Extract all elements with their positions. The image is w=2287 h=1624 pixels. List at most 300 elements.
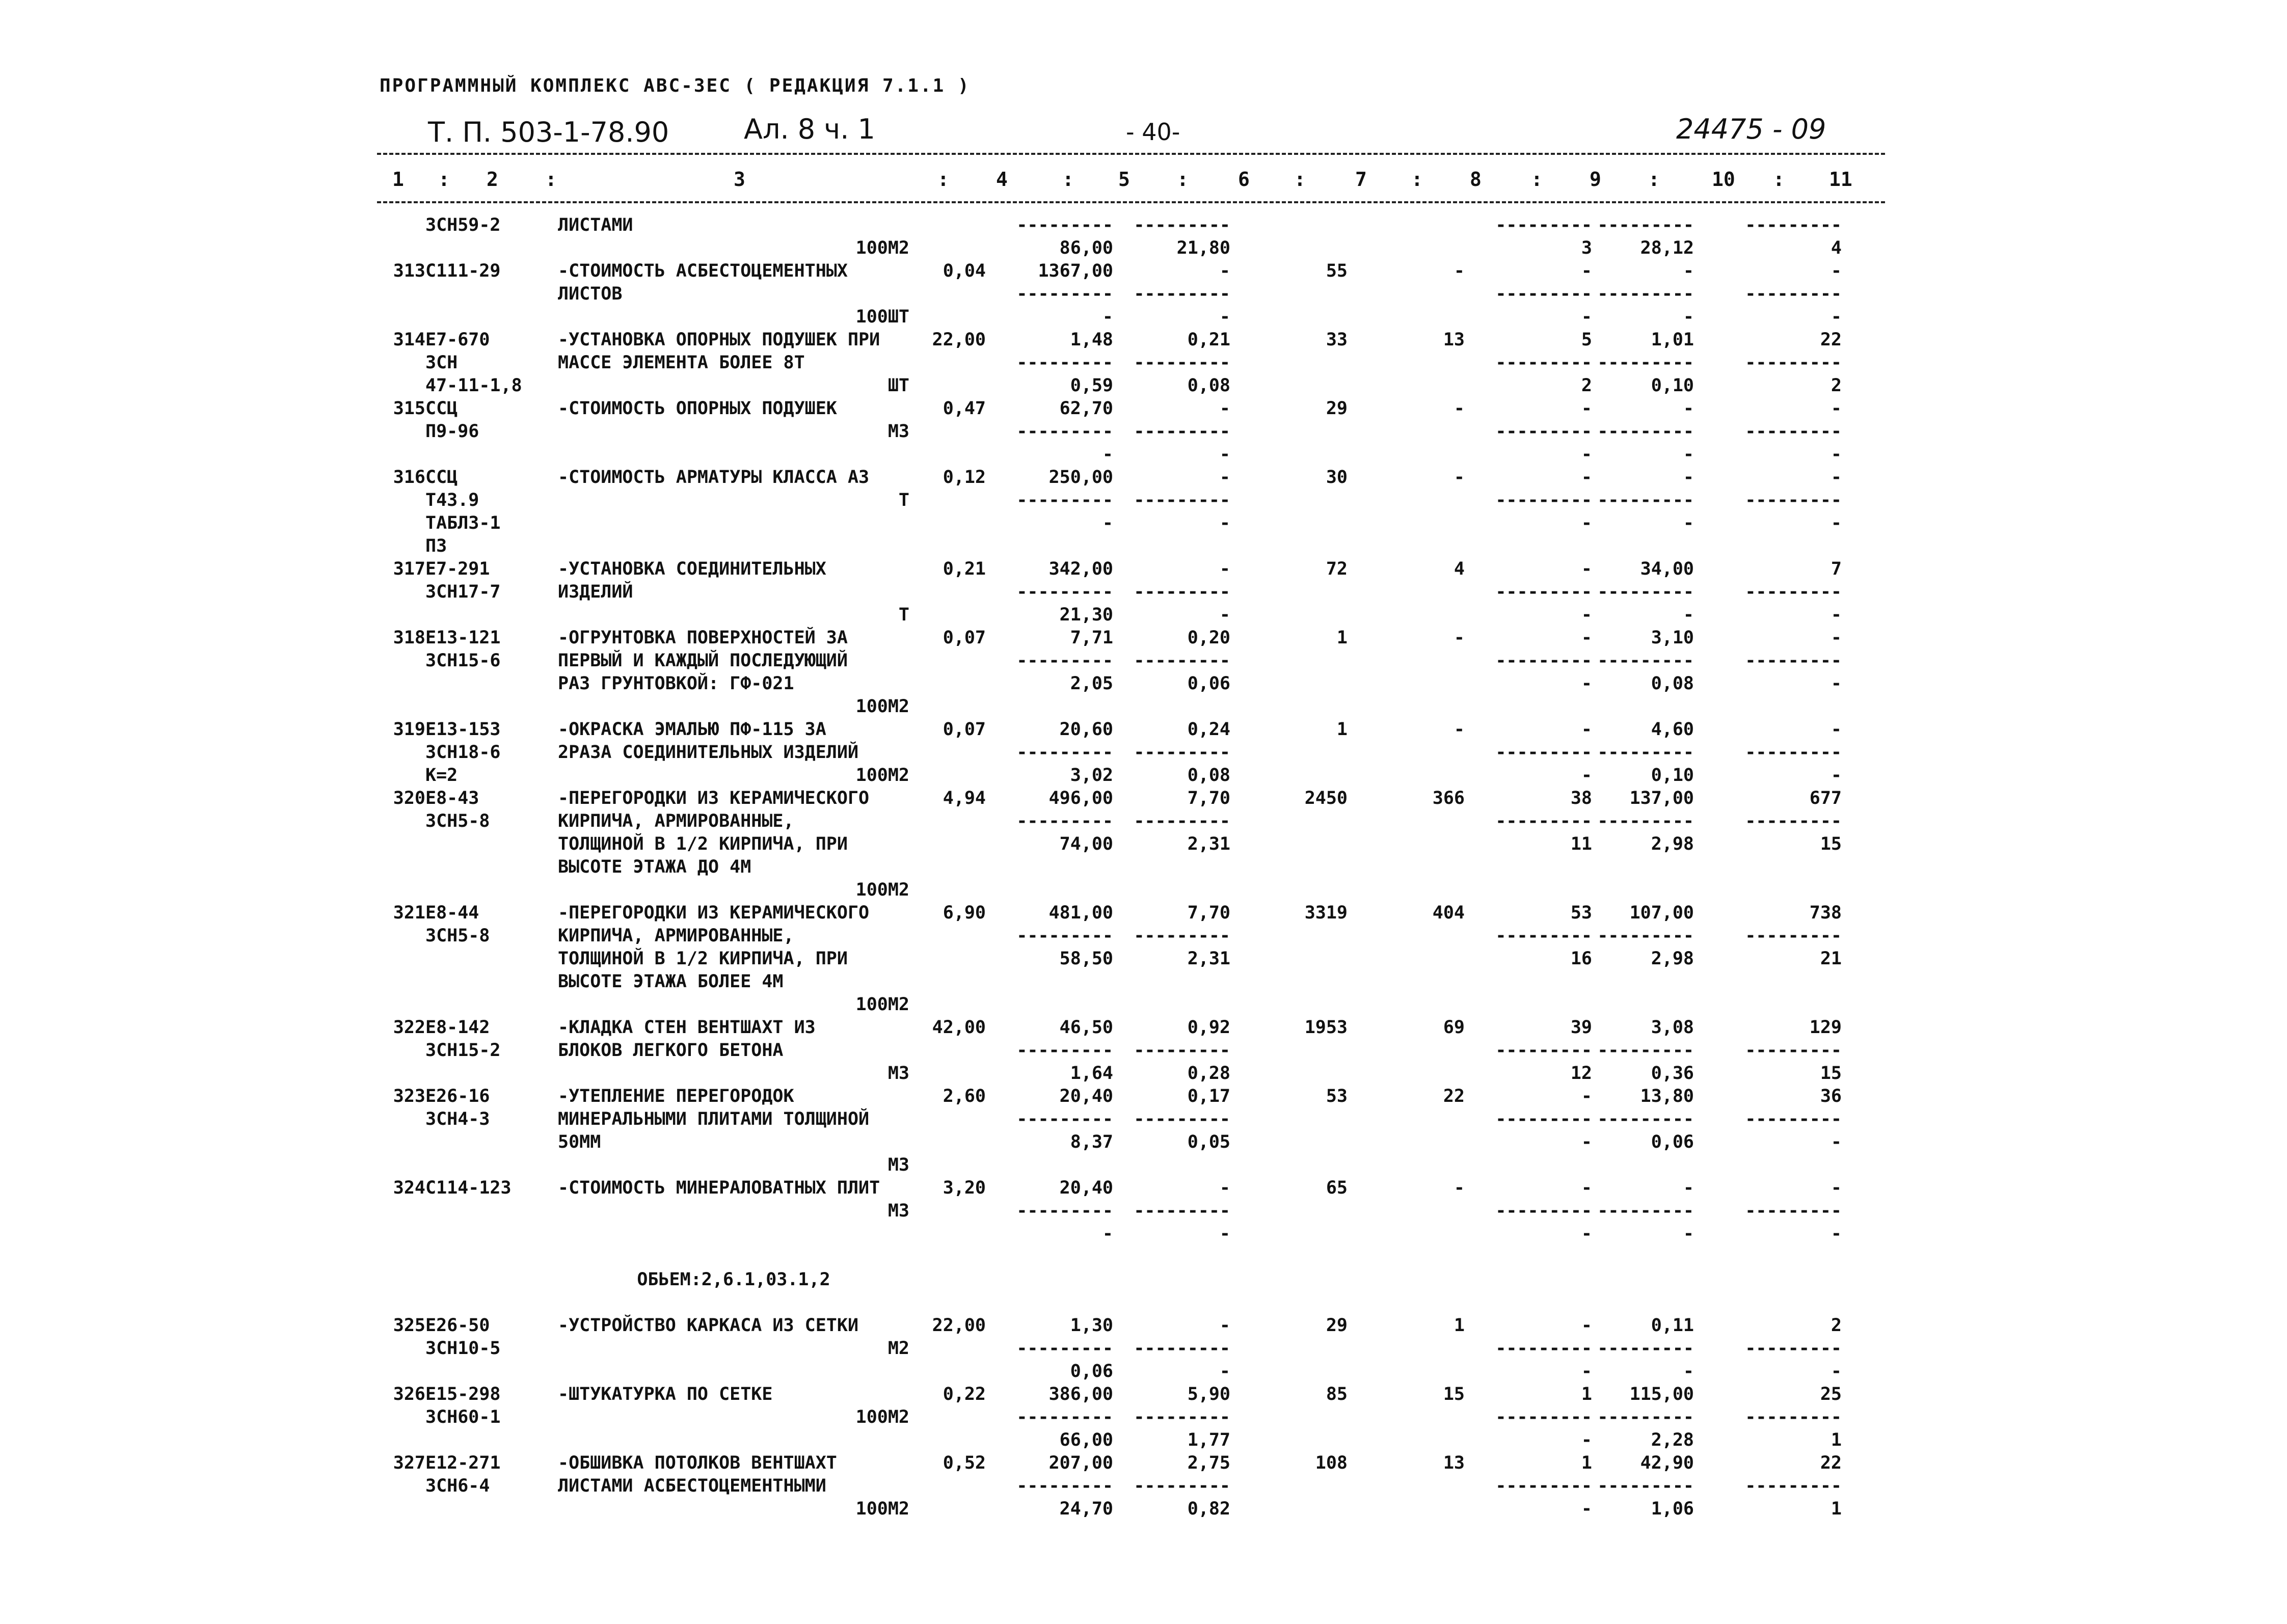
table-row	[380, 993, 1842, 1016]
column-header: 9	[1590, 168, 1601, 191]
table-cell: 1,30	[1070, 1315, 1113, 1336]
table-cell	[1230, 672, 1348, 695]
table-cell	[909, 374, 986, 397]
table-cell: -	[1683, 261, 1694, 281]
table-cell: -ОГРУНТОВКА ПОВЕРХНОСТЕЙ ЗА	[558, 628, 848, 648]
table-cell	[425, 1200, 558, 1223]
table-cell	[1465, 879, 1592, 902]
table-cell	[425, 856, 558, 879]
table-cell: -ПЕРЕГОРОДКИ ИЗ КЕРАМИЧЕСКОГО	[558, 903, 870, 923]
table-row	[380, 374, 1842, 397]
table-cell: -	[1683, 1224, 1694, 1244]
table-cell: -	[1219, 1361, 1230, 1382]
table-cell	[1230, 1062, 1348, 1085]
table-cell: ЗСН60-1	[425, 1407, 501, 1427]
table-cell	[380, 970, 425, 993]
table-cell: 22,00	[932, 1315, 986, 1336]
table-cell: ---------	[1745, 1407, 1842, 1427]
table-cell	[1230, 810, 1348, 833]
table-cell	[986, 1246, 1113, 1268]
table-cell	[909, 879, 986, 902]
table-cell	[558, 1291, 909, 1314]
table-cell	[986, 1268, 1113, 1291]
table-cell	[1230, 833, 1348, 856]
table-cell	[380, 1039, 425, 1062]
table-cell: -	[1581, 398, 1592, 419]
table-cell	[380, 764, 425, 787]
table-cell	[909, 1429, 986, 1452]
table-cell: 1367,00	[1038, 261, 1113, 281]
table-cell: 1	[1581, 1453, 1592, 1473]
table-cell: -	[1102, 444, 1113, 465]
table-cell: 4	[1831, 238, 1842, 258]
table-cell: 34,00	[1640, 559, 1694, 579]
table-cell: ---------	[1134, 353, 1230, 373]
table-cell	[1694, 856, 1842, 879]
table-row	[380, 1360, 1842, 1383]
table-cell	[1694, 1154, 1842, 1177]
table-row	[380, 351, 1842, 374]
table-cell: -	[1581, 1086, 1592, 1106]
table-cell	[380, 443, 425, 466]
table-cell: -	[1102, 513, 1113, 533]
table-cell	[1230, 1131, 1348, 1154]
table-cell: ---------	[1495, 490, 1592, 510]
table-cell: Е7-670	[425, 330, 490, 350]
column-header: 6	[1238, 168, 1250, 191]
table-cell: 0,28	[1187, 1063, 1230, 1084]
column-header: 5	[1118, 168, 1130, 191]
table-cell: 326	[393, 1384, 425, 1404]
table-cell: -	[1454, 467, 1465, 488]
table-cell: 2,60	[943, 1086, 986, 1106]
table-cell	[1348, 535, 1465, 558]
table-cell: 4	[1454, 559, 1465, 579]
table-cell: 738	[1809, 903, 1842, 923]
table-cell	[1230, 374, 1348, 397]
table-cell	[1230, 649, 1348, 672]
table-cell: 404	[1432, 903, 1465, 923]
table-cell: -УСТРОЙСТВО КАРКАСА ИЗ СЕТКИ	[558, 1315, 859, 1336]
table-cell: 0,20	[1187, 628, 1230, 648]
table-cell: -	[1219, 1224, 1230, 1244]
table-cell: 677	[1809, 788, 1842, 808]
table-cell: -	[1581, 467, 1592, 488]
table-cell: 0,06	[1651, 1132, 1694, 1152]
table-cell: 3,02	[1070, 765, 1113, 786]
table-cell: 1	[1831, 1499, 1842, 1519]
table-cell: ---------	[1134, 651, 1230, 671]
table-cell: 115,00	[1629, 1384, 1694, 1404]
table-row	[380, 718, 1842, 741]
table-cell: ---------	[1016, 1338, 1113, 1359]
table-row	[380, 1246, 1842, 1268]
table-cell	[909, 1498, 986, 1521]
table-cell: ШТ	[887, 375, 909, 396]
table-cell: -УСТАНОВКА ОПОРНЫХ ПОДУШЕК ПРИ	[558, 330, 880, 350]
table-cell: М3	[887, 1201, 909, 1221]
table-row	[380, 489, 1842, 512]
table-cell: 47-11-1,8	[425, 375, 522, 396]
table-cell: 13,80	[1640, 1086, 1694, 1106]
table-cell: 11	[1570, 834, 1592, 854]
table-cell: Е8-43	[425, 788, 479, 808]
table-cell	[909, 512, 986, 535]
table-cell	[380, 420, 425, 443]
table-cell: 2,75	[1187, 1453, 1230, 1473]
table-cell	[1348, 1154, 1465, 1177]
table-cell	[1230, 1154, 1348, 1177]
table-cell: Е26-16	[425, 1086, 490, 1106]
table-cell: -	[1683, 467, 1694, 488]
table-row	[380, 397, 1842, 420]
column-separator: :	[937, 168, 949, 191]
table-cell: -КЛАДКА СТЕН ВЕНТШАХТ ИЗ	[558, 1017, 816, 1038]
table-cell	[380, 237, 425, 260]
table-cell: 100М2	[855, 238, 909, 258]
table-cell	[909, 856, 986, 879]
table-cell: ---------	[1495, 582, 1592, 602]
table-cell: ---------	[1134, 1109, 1230, 1129]
table-cell: 85	[1326, 1384, 1348, 1404]
table-row	[380, 420, 1842, 443]
table-cell	[1230, 351, 1348, 374]
table-cell: -	[1581, 1430, 1592, 1450]
table-cell	[425, 672, 558, 695]
table-cell	[1230, 1475, 1348, 1498]
table-cell	[1348, 672, 1465, 695]
table-cell: 13	[1443, 330, 1465, 350]
table-cell: 42,00	[932, 1017, 986, 1038]
table-cell	[1694, 970, 1842, 993]
table-cell: ---------	[1134, 1476, 1230, 1496]
table-cell	[425, 1429, 558, 1452]
table-cell	[1348, 1200, 1465, 1223]
table-cell: 25	[1820, 1384, 1842, 1404]
table-cell	[1348, 581, 1465, 604]
table-cell: -	[1219, 1178, 1230, 1198]
table-cell	[909, 1200, 986, 1223]
table-cell	[909, 1154, 986, 1177]
table-cell	[1230, 1498, 1348, 1521]
table-cell: -ПЕРЕГОРОДКИ ИЗ КЕРАМИЧЕСКОГО	[558, 788, 870, 808]
table-cell: 0,24	[1187, 719, 1230, 740]
table-cell	[1348, 1291, 1465, 1314]
table-cell: 38	[1570, 788, 1592, 808]
table-cell: 29	[1326, 1315, 1348, 1336]
table-cell: 5	[1581, 330, 1592, 350]
table-cell	[1230, 420, 1348, 443]
table-row	[380, 948, 1842, 970]
table-cell	[909, 581, 986, 604]
table-cell	[1230, 948, 1348, 970]
table-cell: 100М2	[855, 880, 909, 900]
table-cell	[1465, 993, 1592, 1016]
table-cell: ---------	[1495, 284, 1592, 304]
table-cell	[380, 489, 425, 512]
table-cell: 386,00	[1048, 1384, 1113, 1404]
table-cell: 129	[1809, 1017, 1842, 1038]
table-row	[380, 1383, 1842, 1406]
table-cell	[558, 1360, 909, 1383]
table-cell	[425, 1498, 558, 1521]
table-cell: ---------	[1597, 742, 1694, 763]
table-cell: С114-123	[425, 1178, 512, 1198]
table-cell: -ОБШИВКА ПОТОЛКОВ ВЕНТШАХТ	[558, 1453, 837, 1473]
table-cell	[425, 833, 558, 856]
table-cell	[1230, 1200, 1348, 1223]
table-cell: ---------	[1016, 1476, 1113, 1496]
table-cell: ---------	[1597, 421, 1694, 442]
table-cell	[1230, 970, 1348, 993]
table-cell: Е13-153	[425, 719, 501, 740]
table-cell	[380, 672, 425, 695]
table-cell	[380, 1108, 425, 1131]
table-cell: -	[1831, 628, 1842, 648]
table-cell: 481,00	[1048, 903, 1113, 923]
table-cell: 58,50	[1059, 949, 1113, 969]
table-cell	[909, 810, 986, 833]
table-cell: 2,28	[1651, 1430, 1694, 1450]
table-cell: 0,92	[1187, 1017, 1230, 1038]
table-cell: -СТОИМОСТЬ ОПОРНЫХ ПОДУШЕК	[558, 398, 837, 419]
table-cell	[909, 764, 986, 787]
table-row	[380, 833, 1842, 856]
table-cell	[558, 512, 909, 535]
table-cell	[380, 1291, 425, 1314]
table-cell: 0,10	[1651, 765, 1694, 786]
table-cell: -	[1683, 513, 1694, 533]
table-cell: -	[1581, 1315, 1592, 1336]
table-cell	[380, 512, 425, 535]
table-cell: КИРПИЧА, АРМИРОВАННЫЕ,	[558, 811, 794, 831]
table-cell: 15	[1820, 1063, 1842, 1084]
table-cell: ---------	[1495, 1407, 1592, 1427]
table-cell: 28,12	[1640, 238, 1694, 258]
table-row	[380, 695, 1842, 718]
table-cell: ---------	[1134, 490, 1230, 510]
table-cell: ЗСН5-8	[425, 811, 490, 831]
table-cell: -	[1219, 559, 1230, 579]
table-cell: ТОЛЩИНОЙ В 1/2 КИРПИЧА, ПРИ	[558, 834, 848, 854]
table-cell: -	[1831, 719, 1842, 740]
table-cell: ЛИСТАМИ	[558, 215, 633, 235]
table-cell	[1348, 374, 1465, 397]
table-cell	[909, 1246, 986, 1268]
table-cell	[909, 1223, 986, 1246]
table-cell: -	[1831, 765, 1842, 786]
table-cell: К=2	[425, 765, 458, 786]
table-cell: ЗСН18-6	[425, 742, 501, 763]
table-cell	[1348, 604, 1465, 627]
table-cell: 108	[1315, 1453, 1348, 1473]
table-cell: -ОКРАСКА ЭМАЛЬЮ ПФ-115 ЗА	[558, 719, 826, 740]
document-number: 24475 - 09	[1676, 113, 1826, 145]
table-cell: 313	[393, 261, 425, 281]
table-cell: -	[1581, 765, 1592, 786]
table-cell	[380, 604, 425, 627]
table-cell	[1348, 1039, 1465, 1062]
table-cell: 319	[393, 719, 425, 740]
table-cell: -	[1454, 398, 1465, 419]
table-cell: 20,40	[1059, 1086, 1113, 1106]
table-cell: ---------	[1745, 490, 1842, 510]
table-cell: -	[1102, 1224, 1113, 1244]
table-cell: ---------	[1016, 421, 1113, 442]
table-row	[380, 1062, 1842, 1085]
table-cell	[1113, 1268, 1230, 1291]
table-cell	[909, 1062, 986, 1085]
table-cell	[1348, 925, 1465, 948]
table-cell: 3	[1581, 238, 1592, 258]
table-cell	[380, 1062, 425, 1085]
table-cell: 53	[1326, 1086, 1348, 1106]
table-cell	[1348, 512, 1465, 535]
table-cell: -	[1581, 307, 1592, 327]
table-cell	[380, 695, 425, 718]
table-cell: 22	[1443, 1086, 1465, 1106]
table-cell: -	[1219, 467, 1230, 488]
table-cell	[1348, 1062, 1465, 1085]
table-cell: ---------	[1495, 1040, 1592, 1061]
table-cell: ИЗДЕЛИЙ	[558, 582, 633, 602]
table-cell	[1694, 535, 1842, 558]
table-cell	[1348, 443, 1465, 466]
table-cell	[986, 695, 1113, 718]
table-cell: ---------	[1597, 651, 1694, 671]
table-cell: ---------	[1745, 1109, 1842, 1129]
table-cell	[425, 1062, 558, 1085]
table-cell: ---------	[1597, 215, 1694, 235]
table-row	[380, 306, 1842, 329]
table-cell: 8,37	[1070, 1132, 1113, 1152]
table-row	[380, 1200, 1842, 1223]
table-cell: 62,70	[1059, 398, 1113, 419]
table-cell	[909, 993, 986, 1016]
table-cell	[380, 1429, 425, 1452]
table-cell	[1230, 283, 1348, 306]
table-cell: ЛИСТАМИ АСБЕСТОЦЕМЕНТНЫМИ	[558, 1476, 826, 1496]
table-cell: ---------	[1745, 1201, 1842, 1221]
table-cell: ---------	[1016, 651, 1113, 671]
table-cell: 16	[1570, 949, 1592, 969]
table-cell: ---------	[1016, 1109, 1113, 1129]
table-cell: 342,00	[1048, 559, 1113, 579]
table-cell: -	[1831, 261, 1842, 281]
table-cell	[1694, 695, 1842, 718]
table-cell: 0,05	[1187, 1132, 1230, 1152]
table-cell	[425, 237, 558, 260]
table-cell: БЛОКОВ ЛЕГКОГО БЕТОНА	[558, 1040, 784, 1061]
table-cell: 65	[1326, 1178, 1348, 1198]
table-cell: -	[1581, 559, 1592, 579]
table-row	[380, 856, 1842, 879]
table-cell: ---------	[1134, 811, 1230, 831]
table-cell: 1,77	[1187, 1430, 1230, 1450]
table-cell: 100М2	[855, 696, 909, 717]
table-cell: 0,06	[1187, 673, 1230, 694]
estimate-table-body	[380, 214, 1842, 1521]
table-cell	[380, 1406, 425, 1429]
table-cell	[425, 1360, 558, 1383]
table-cell	[1230, 1268, 1348, 1291]
table-cell: ---------	[1016, 284, 1113, 304]
table-cell: М3	[887, 1063, 909, 1084]
table-row	[380, 1131, 1842, 1154]
table-cell	[1113, 970, 1230, 993]
table-row	[380, 329, 1842, 351]
table-cell	[1230, 1039, 1348, 1062]
table-cell: ---------	[1597, 1109, 1694, 1129]
table-cell	[425, 1154, 558, 1177]
table-cell: Е15-298	[425, 1384, 501, 1404]
table-row	[380, 283, 1842, 306]
table-cell	[909, 1039, 986, 1062]
table-cell: ---------	[1016, 1407, 1113, 1427]
table-cell	[1230, 1337, 1348, 1360]
column-separator: :	[1062, 168, 1074, 191]
table-cell: -СТОИМОСТЬ МИНЕРАЛОВАТНЫХ ПЛИТ	[558, 1178, 880, 1198]
table-cell: 100М2	[855, 765, 909, 786]
table-cell: -	[1219, 261, 1230, 281]
table-cell: 2,98	[1651, 949, 1694, 969]
table-cell	[909, 420, 986, 443]
table-cell: -	[1831, 605, 1842, 625]
table-cell: -	[1581, 444, 1592, 465]
table-cell	[1230, 764, 1348, 787]
table-cell: 317	[393, 559, 425, 579]
table-cell: ---------	[1016, 353, 1113, 373]
table-cell	[1348, 1337, 1465, 1360]
table-cell	[425, 1131, 558, 1154]
table-cell: 1,06	[1651, 1499, 1694, 1519]
table-cell	[1230, 581, 1348, 604]
table-cell	[1230, 695, 1348, 718]
table-cell: 100М2	[855, 1407, 909, 1427]
table-cell	[1465, 1291, 1592, 1314]
table-cell: -	[1219, 605, 1230, 625]
table-cell: ЛИСТОВ	[558, 284, 623, 304]
table-cell	[425, 1223, 558, 1246]
table-cell: ВЫСОТЕ ЭТАЖА ДО 4М	[558, 857, 751, 877]
table-cell	[1694, 993, 1842, 1016]
table-row	[380, 558, 1842, 581]
table-row	[380, 1452, 1842, 1475]
table-cell	[380, 283, 425, 306]
table-cell: -	[1831, 1132, 1842, 1152]
table-cell	[1465, 1154, 1592, 1177]
table-cell: 0,17	[1187, 1086, 1230, 1106]
table-cell: ЗСН5-8	[425, 926, 490, 946]
table-row	[380, 214, 1842, 237]
table-cell: ---------	[1016, 811, 1113, 831]
table-cell: 7,70	[1187, 903, 1230, 923]
table-cell: 36	[1820, 1086, 1842, 1106]
table-cell: ---------	[1016, 926, 1113, 946]
table-cell	[380, 1200, 425, 1223]
table-row	[380, 1291, 1842, 1314]
table-cell: -	[1683, 1361, 1694, 1382]
table-row	[380, 1314, 1842, 1337]
program-header: ПРОГРАММНЫЙ КОМПЛЕКС АВС-ЗЕС ( РЕДАКЦИЯ 7.1.1 )	[380, 75, 971, 96]
table-cell: М2	[887, 1338, 909, 1359]
table-cell: ---------	[1495, 811, 1592, 831]
table-cell: -	[1831, 513, 1842, 533]
table-cell: ---------	[1745, 215, 1842, 235]
table-cell: 5,90	[1187, 1384, 1230, 1404]
table-cell	[1348, 695, 1465, 718]
table-cell: 86,00	[1059, 238, 1113, 258]
